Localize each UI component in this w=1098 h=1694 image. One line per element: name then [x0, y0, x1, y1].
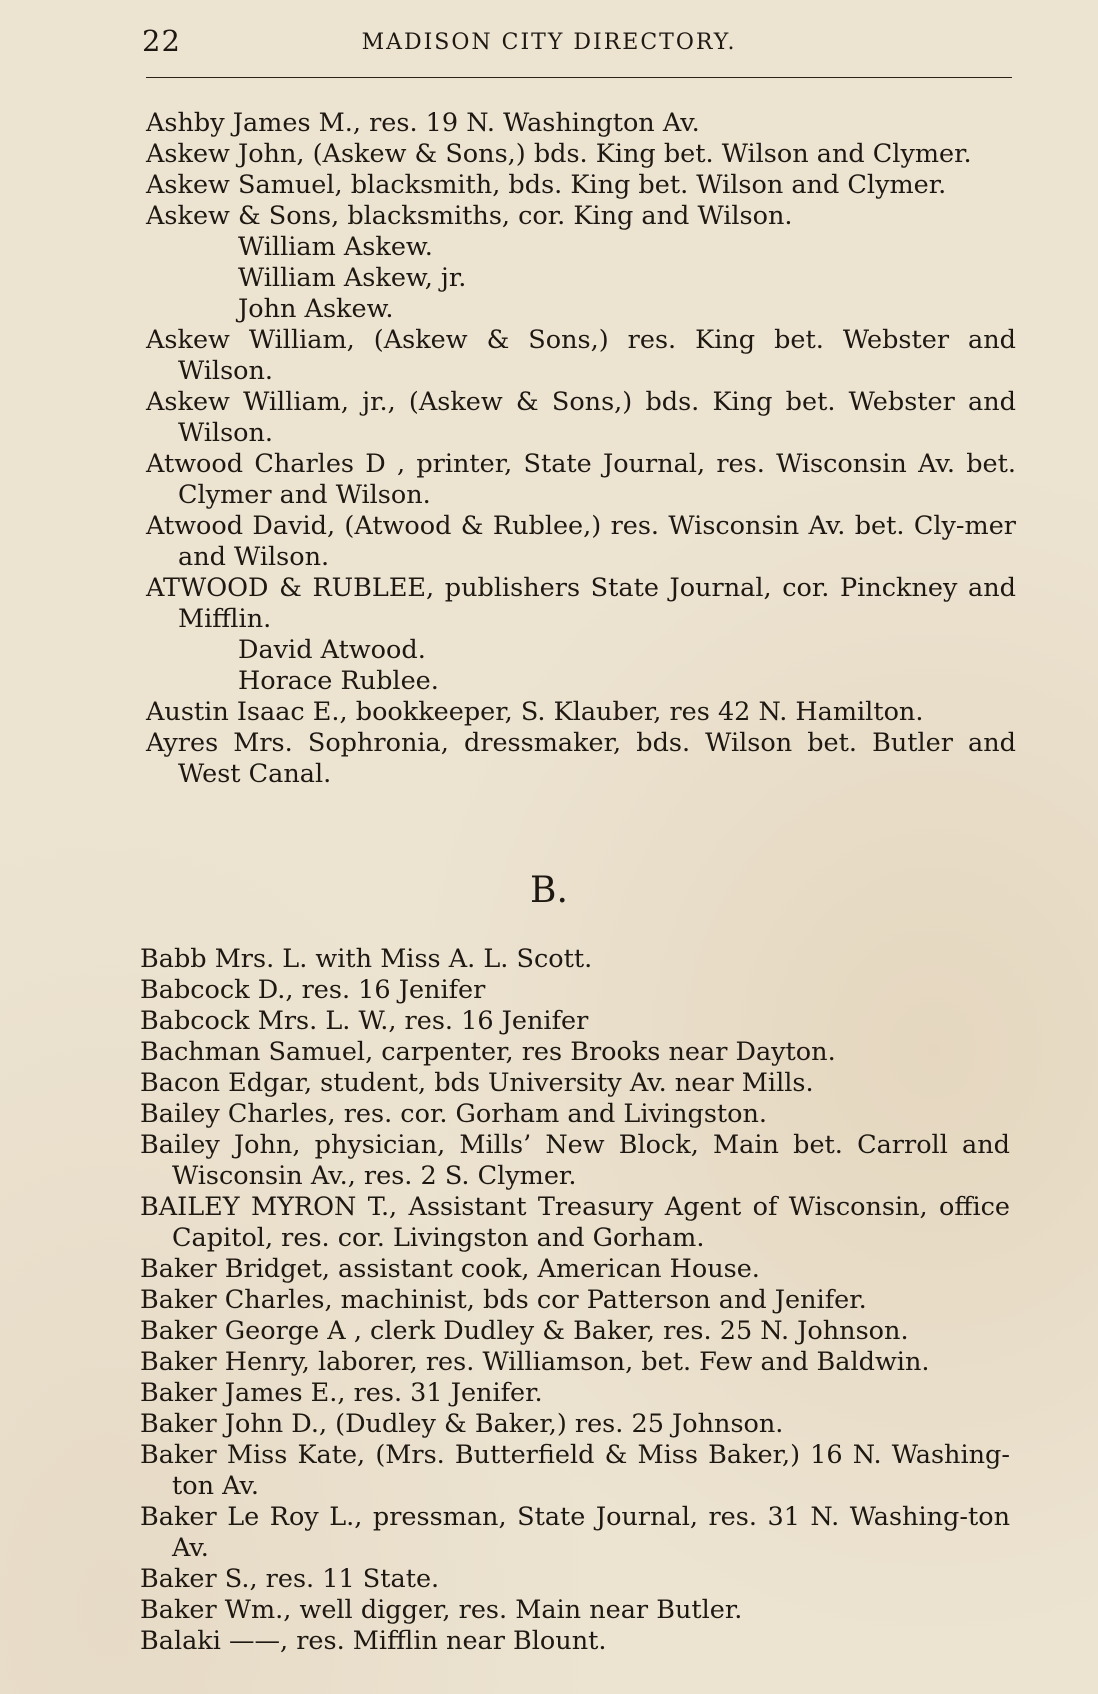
- directory-entry: Austin Isaac E., bookkeeper, S. Klauber, res 42 N. Hamilton.: [146, 697, 924, 727]
- directory-entry: Baker James E., res. 31 Jenifer.: [140, 1378, 543, 1408]
- header-rule: [146, 77, 1012, 78]
- firm-member-entry: Horace Rublee.: [238, 666, 439, 696]
- directory-entry: Baker Charles, machinist, bds cor Patterson and Jenifer.: [140, 1285, 867, 1315]
- directory-entry: Baker Le Roy L., pressman, State Journal, res. 31 N. Washing-ton Av.: [140, 1502, 1010, 1563]
- directory-entry: Atwood David, (Atwood & Rublee,) res. Wisconsin Av. bet. Cly-mer and Wilson.: [146, 511, 1016, 572]
- firm-member-entry: William Askew.: [238, 232, 433, 262]
- section-b-heading: B.: [530, 870, 568, 911]
- directory-entry: Ashby James M., res. 19 N. Washington Av.: [146, 108, 700, 138]
- firm-member-entry: William Askew, jr.: [238, 263, 467, 293]
- directory-entry: Baker Henry, laborer, res. Williamson, bet. Few and Baldwin.: [140, 1347, 930, 1377]
- section-a-entries: [146, 108, 1016, 790]
- directory-entry: Bachman Samuel, carpenter, res Brooks near Dayton.: [140, 1037, 836, 1067]
- directory-entry: Babcock Mrs. L. W., res. 16 Jenifer: [140, 1006, 589, 1036]
- section-b-entries: [140, 944, 1010, 1657]
- directory-entry: BAILEY MYRON T., Assistant Treasury Agent of Wisconsin, office Capitol, res. cor. Livingston and Gorham.: [140, 1192, 1010, 1253]
- directory-entry: Baker S., res. 11 State.: [140, 1564, 440, 1594]
- directory-entry: Atwood Charles D , printer, State Journal, res. Wisconsin Av. bet. Clymer and Wilson.: [146, 449, 1016, 510]
- directory-entry: Askew & Sons, blacksmiths, cor. King and Wilson.: [146, 201, 793, 231]
- firm-member-entry: David Atwood.: [238, 635, 426, 665]
- directory-entry: Ayres Mrs. Sophronia, dressmaker, bds. Wilson bet. Butler and West Canal.: [146, 728, 1016, 789]
- directory-entry: Bailey Charles, res. cor. Gorham and Livingston.: [140, 1099, 768, 1129]
- directory-entry: Askew William, jr., (Askew & Sons,) bds. King bet. Webster and Wilson.: [146, 387, 1016, 448]
- directory-entry: Baker George A , clerk Dudley & Baker, res. 25 N. Johnson.: [140, 1316, 909, 1346]
- directory-entry: Baker John D., (Dudley & Baker,) res. 25 Johnson.: [140, 1409, 784, 1439]
- directory-entry: ATWOOD & RUBLEE, publishers State Journal, cor. Pinckney and Mifflin.: [146, 573, 1016, 634]
- directory-entry: Bacon Edgar, student, bds University Av. near Mills.: [140, 1068, 814, 1098]
- directory-entry: Askew Samuel, blacksmith, bds. King bet. Wilson and Clymer.: [146, 170, 947, 200]
- directory-entry: Baker Bridget, assistant cook, American House.: [140, 1254, 760, 1284]
- directory-entry: Balaki ——, res. Mifflin near Blount.: [140, 1626, 607, 1656]
- directory-entry: Babcock D., res. 16 Jenifer: [140, 975, 486, 1005]
- firm-member-entry: John Askew.: [238, 294, 394, 324]
- directory-entry: Bailey John, physician, Mills’ New Block, Main bet. Carroll and Wisconsin Av., res. 2 S. Clymer.: [140, 1130, 1010, 1191]
- directory-entry: Babb Mrs. L. with Miss A. L. Scott.: [140, 944, 593, 974]
- directory-entry: Baker Wm., well digger, res. Main near Butler.: [140, 1595, 743, 1625]
- page-number: 22: [142, 24, 181, 58]
- directory-entry: Askew William, (Askew & Sons,) res. King bet. Webster and Wilson.: [146, 325, 1016, 386]
- directory-entry: Askew John, (Askew & Sons,) bds. King bet. Wilson and Clymer.: [146, 139, 972, 169]
- running-title: MADISON CITY DIRECTORY.: [361, 30, 737, 55]
- directory-entry: Baker Miss Kate, (Mrs. Butterfield & Miss Baker,) 16 N. Washing-ton Av.: [140, 1440, 1010, 1501]
